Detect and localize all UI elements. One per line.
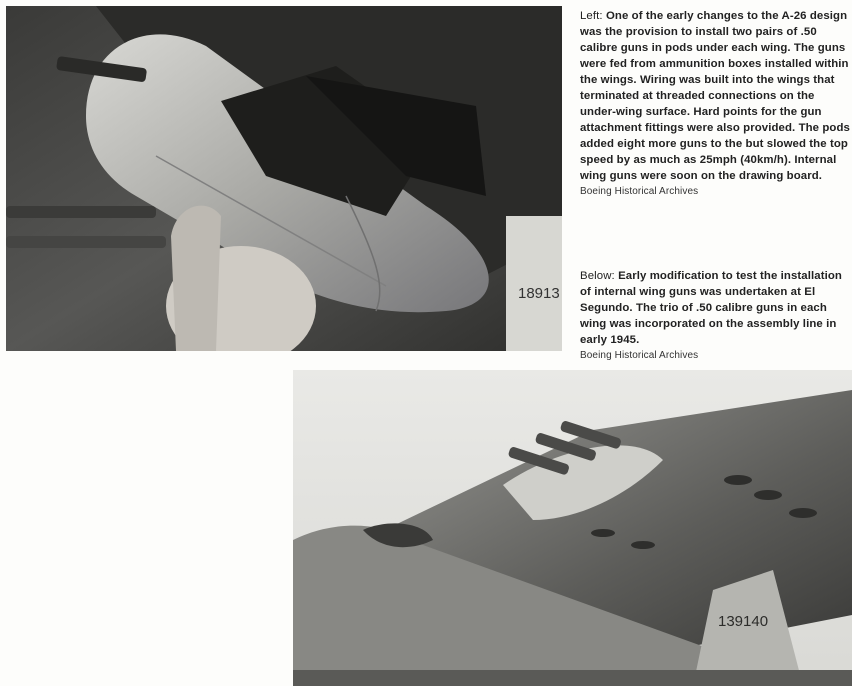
caption-wing-guns — [580, 268, 850, 364]
caption-lead: Left: — [580, 10, 603, 22]
photo-wing-guns — [293, 370, 852, 686]
caption-gun-pods — [580, 8, 850, 200]
tail-number-text: 18913 — [518, 285, 560, 302]
photo-gun-pod — [6, 6, 562, 351]
caption-lead: Below: — [580, 270, 615, 282]
gun-barrel — [6, 206, 156, 218]
caption-body: One of the early changes to the A-26 design was the provision to install two pairs of .50 calibre guns in pods under each wing. The guns were fed from ammunition boxes installed within the wings. Wiring was built into the wings that terminated at threaded connections on the under-wing surface. Hard points for the gun attachment fittings were also provided. The pods added eight more guns to the but slowed the top speed by as much as 25mph (40km/h). Internal wing guns were soon on the drawing board. — [580, 10, 850, 182]
wing-guns-image — [293, 370, 852, 686]
tail-number-text: 139140 — [718, 613, 769, 630]
gun-barrel — [6, 236, 166, 248]
caption-body: Early modification to test the installation of internal wing guns was undertaken at El Segundo. The trio of .50 calibre guns in each wing was incorporated on the assembly line in early 1945. — [580, 270, 842, 346]
gun-pod-image — [6, 6, 562, 351]
caption-credit: Boeing Historical Archives — [580, 350, 699, 361]
caption-credit: Boeing Historical Archives — [580, 186, 699, 197]
